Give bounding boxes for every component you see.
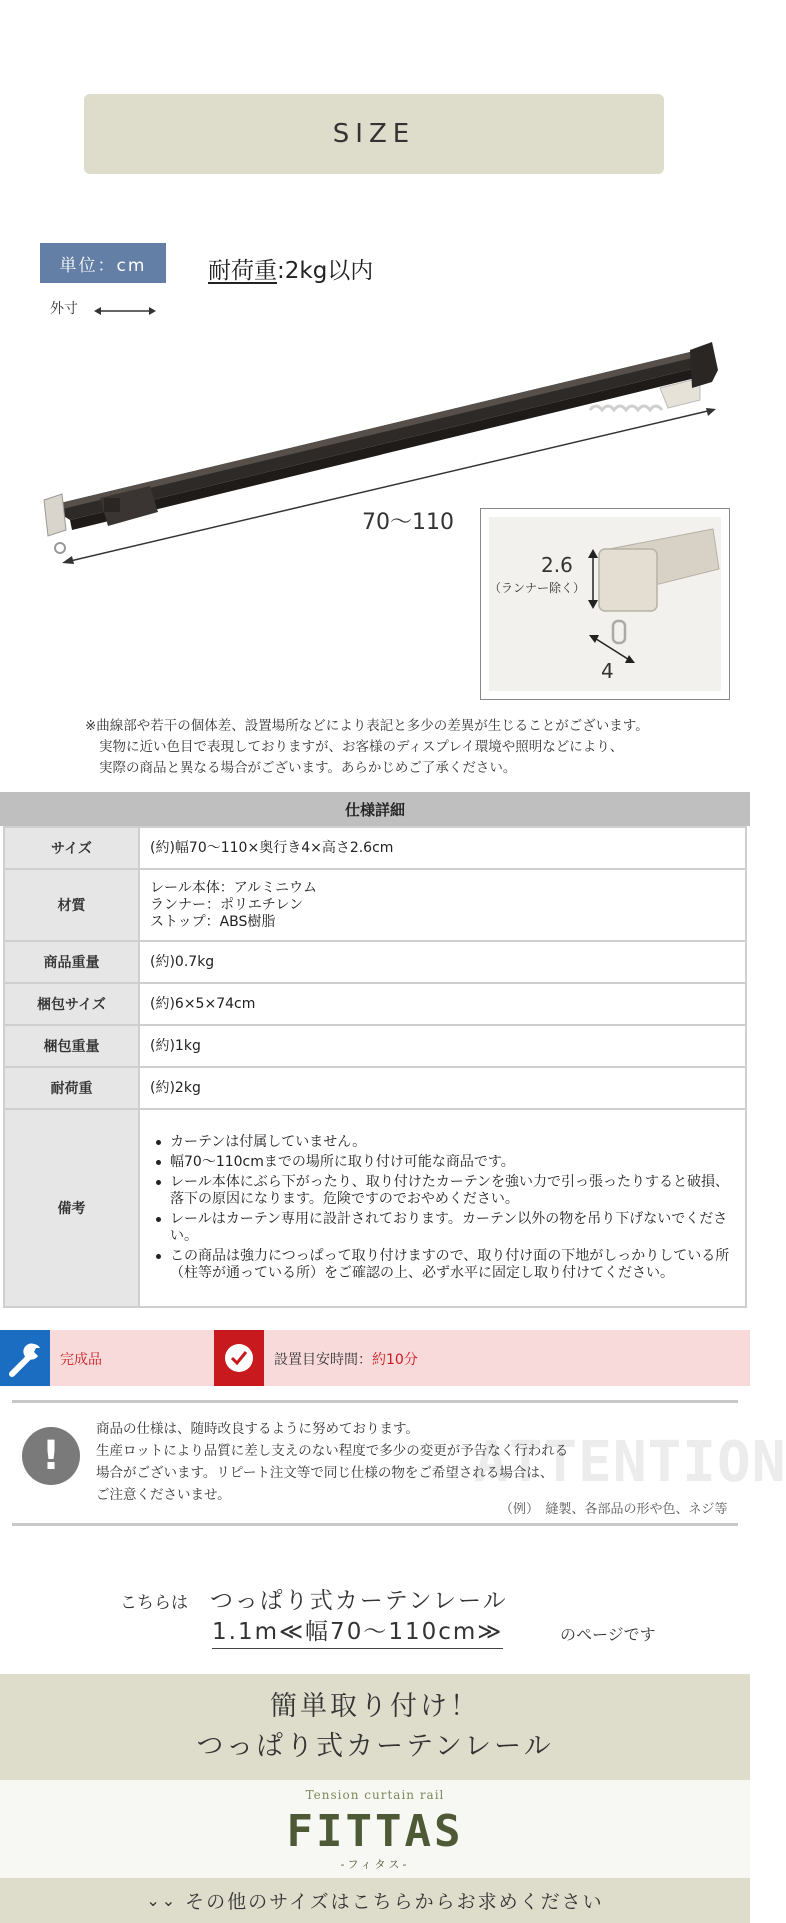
- load-capacity: [208, 252, 373, 285]
- install-time-label: 設置目安時間：: [274, 1352, 372, 1368]
- other-sizes-label[interactable]: その他のサイズはこちらからお求めください: [185, 1891, 604, 1913]
- chevron-down-icon: ⌄⌄: [146, 1891, 178, 1910]
- table-row: [4, 869, 746, 941]
- list-item: レール本体にぶら下がったり、取り付けたカーテンを強い力で引っ張ったりすると破損、落下の原因になります。危険ですのでおやめください。: [150, 1174, 735, 1208]
- material-line: レール本体：アルミニウム: [150, 879, 318, 896]
- spec-label: サイズ: [4, 827, 139, 869]
- product-heading: [120, 1582, 508, 1615]
- height-note: （ランナー除く）: [489, 581, 586, 595]
- height-dimension: 2.6: [541, 553, 573, 577]
- attention-watermark: ATTENTION: [474, 1430, 786, 1495]
- spec-value: (約)幅70～110×奥行き4×高さ2.6cm: [139, 827, 746, 869]
- spec-value: [139, 869, 746, 941]
- table-row: [4, 827, 746, 869]
- product-suffix: のページです: [560, 1625, 656, 1644]
- table-row: [4, 941, 746, 983]
- spec-label: 商品重量: [4, 941, 139, 983]
- logo-kana: -フィタス-: [340, 1858, 410, 1871]
- spec-value: (約)1kg: [139, 1025, 746, 1067]
- spec-value: [139, 1109, 746, 1307]
- size-title: SIZE: [332, 119, 416, 149]
- note-line: ※曲線部や若干の個体差、設置場所などにより表記と多少の差異が生じることがございます。: [85, 718, 649, 734]
- clock-icon: [214, 1330, 264, 1386]
- material-line: ランナー：ポリエチレン: [150, 896, 304, 913]
- other-sizes-link[interactable]: [0, 1878, 750, 1923]
- double-arrow-icon: [94, 306, 156, 316]
- width-dimension: 70～110: [362, 510, 454, 535]
- spec-label: 梱包重量: [4, 1025, 139, 1067]
- spec-value: (約)2kg: [139, 1067, 746, 1109]
- table-row: [4, 1109, 746, 1307]
- end-cap-detail: [480, 508, 730, 700]
- load-value: :2kg以内: [277, 258, 374, 284]
- note-line: 実際の商品と異なる場合がございます。あらかじめご了承ください。: [99, 760, 517, 776]
- table-row: [4, 1025, 746, 1067]
- depth-dimension: 4: [601, 659, 614, 683]
- table-row: [4, 983, 746, 1025]
- note-line: 実物に近い色目で表現しておりますが、お客様のディスプレイ環境や照明などにより、: [99, 739, 624, 755]
- spec-label: 梱包サイズ: [4, 983, 139, 1025]
- brand-logo: FITTAS: [286, 1806, 464, 1857]
- install-time-value: 約10分: [372, 1352, 418, 1368]
- spec-value: (約)0.7kg: [139, 941, 746, 983]
- spec-title: 仕様詳細: [0, 792, 750, 826]
- list-item: この商品は強力につっぱって取り付けますので、取り付け面の下地がしっかりしている所（柱等が通っている所）をご確認の上、必ず水平に固定し取り付けてください。: [150, 1248, 735, 1282]
- easy-line2: つっぱり式カーテンレール: [196, 1731, 554, 1762]
- spec-label: 耐荷重: [4, 1067, 139, 1109]
- attention-line: ご注意くださいませ。: [96, 1487, 231, 1503]
- size-banner: [84, 94, 664, 174]
- list-item: 幅70～110cmまでの場所に取り付け可能な商品です。: [150, 1154, 735, 1171]
- load-label: 耐荷重: [208, 258, 277, 284]
- logo-subtitle: Tension curtain rail: [305, 1788, 445, 1802]
- material-line: ストップ：ABS樹脂: [150, 913, 276, 930]
- spec-value: (約)6×5×74cm: [139, 983, 746, 1025]
- spec-label: 備考: [4, 1109, 139, 1307]
- product-prefix: こちらは: [120, 1593, 188, 1613]
- attention-line: 場合がございます。リピート注文等で同じ仕様の物をご希望される場合は、: [96, 1465, 554, 1481]
- complete-label: 完成品: [60, 1352, 102, 1368]
- easy-install-banner: [0, 1674, 750, 1780]
- list-item: レールはカーテン専用に設計されております。カーテン以外の物を吊り下げないでください。: [150, 1211, 735, 1245]
- color-disclaimer: [85, 716, 649, 779]
- exclamation-icon: !: [22, 1427, 80, 1485]
- attention-line: 商品の仕様は、随時改良するように努めております。: [96, 1421, 419, 1437]
- spec-label: 材質: [4, 869, 139, 941]
- divider: [12, 1400, 738, 1403]
- table-row: [4, 1067, 746, 1109]
- unit-badge: 単位：cm: [40, 243, 166, 283]
- attention-example: （例） 縫製、各部品の形や色、ネジ等: [500, 1502, 728, 1517]
- spec-table: [3, 826, 747, 1308]
- product-size: 1.1m≪幅70～110cm≫: [212, 1613, 503, 1649]
- remarks-list: [150, 1123, 735, 1293]
- easy-line1: 簡単取り付け！: [270, 1691, 480, 1722]
- attention-line: 生産ロットにより品質に差し支えのない程度で多少の変更が予告なく行われる: [96, 1443, 569, 1459]
- wrench-icon: [0, 1330, 50, 1386]
- outer-dimension-label: 外寸: [50, 301, 78, 317]
- list-item: カーテンは付属していません。: [150, 1134, 735, 1151]
- attention-text: [96, 1418, 568, 1506]
- product-name: つっぱり式カーテンレール: [210, 1588, 508, 1614]
- divider: [12, 1523, 738, 1526]
- install-time: [274, 1349, 418, 1369]
